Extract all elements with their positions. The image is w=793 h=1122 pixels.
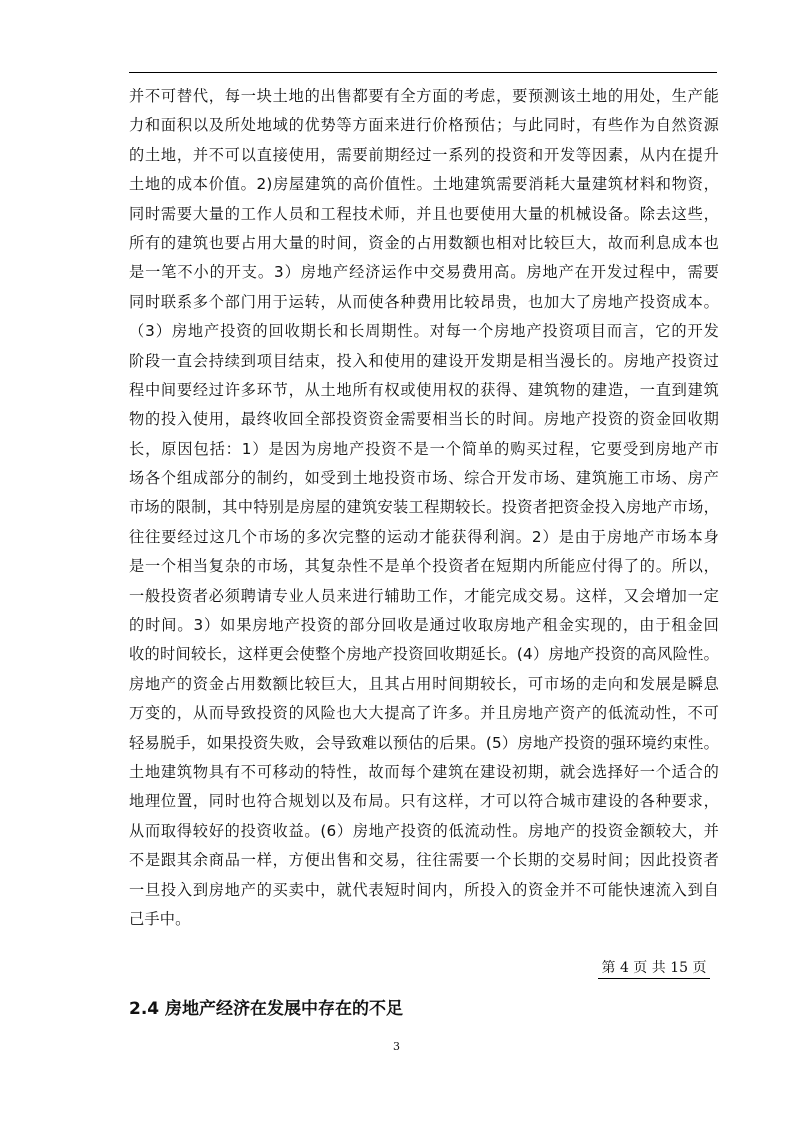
body-line: 阶段一直会持续到项目结束，投入和使用的建设开发期是相当漫长的。房地产投资过 (129, 351, 719, 370)
section-heading: 2.4 房地产经济在发展中存在的不足 (129, 999, 404, 1019)
body-line: 不是跟其余商品一样，方便出售和交易，往往需要一个长期的交易时间；因此投资者 (129, 851, 719, 870)
body-line: 长，原因包括：1）是因为房地产投资不是一个简单的购买过程，它要受到房地产市 (129, 439, 719, 458)
body-line: 程中间要经过许多环节，从土地所有权或使用权的获得、建筑物的建造，一直到建筑 (129, 380, 719, 399)
body-line: 是一笔不小的开支。3）房地产经济运作中交易费用高。房地产在开发过程中，需要 (129, 263, 719, 282)
page-number: 3 (393, 1040, 400, 1053)
body-line: 所有的建筑也要占用大量的时间，资金的占用数额也相对比较巨大，故而利息成本也 (129, 233, 719, 252)
body-line: 力和面积以及所处地域的优势等方面来进行价格预估；与此同时，有些作为自然资源 (129, 116, 719, 135)
body-line: 物的投入使用，最终收回全部投资资金需要相当长的时间。房地产投资的资金回收期 (129, 410, 719, 429)
body-line: 同时联系多个部门用于运转，从而使各种费用比较昂贵，也加大了房地产投资成本。 (129, 292, 719, 311)
header-rule (129, 72, 717, 73)
body-line: 同时需要大量的工作人员和工程技术师，并且也要使用大量的机械设备。除去这些， (129, 204, 719, 223)
body-line: 土地的成本价值。2)房屋建筑的高价值性。土地建筑需要消耗大量建筑材料和物资， (129, 175, 719, 194)
body-text (129, 82, 719, 934)
body-line: （3）房地产投资的回收期长和长周期性。对每一个房地产投资项目而言，它的开发 (129, 322, 719, 341)
body-line: 从而取得较好的投资收益。(6）房地产投资的低流动性。房地产的投资金额较大，并 (129, 821, 719, 840)
body-line: 市场的限制，其中特别是房屋的建筑安装工程期较长。投资者把资金投入房地产市场， (129, 498, 719, 517)
body-line: 场各个组成部分的制约，如受到土地投资市场、综合开发市场、建筑施工市场、房产 (129, 469, 719, 488)
page-counter: 第 4 页 共 15 页 (598, 958, 710, 979)
body-line: 房地产的资金占用数额比较巨大，且其占用时间期较长，可市场的走向和发展是瞬息 (129, 674, 719, 693)
body-line: 的时间。3）如果房地产投资的部分回收是通过收取房地产租金实现的，由于租金回 (129, 616, 719, 635)
body-line: 往往要经过这几个市场的多次完整的运动才能获得利润。2）是由于房地产市场本身 (129, 527, 719, 546)
body-line: 收的时间较长，这样更会使整个房地产投资回收期延长。(4）房地产投资的高风险性。 (129, 645, 719, 664)
body-line: 地理位置，同时也符合规划以及布局。只有这样，才可以符合城市建设的各种要求， (129, 792, 719, 811)
body-line: 并不可替代，每一块土地的出售都要有全方面的考虑，要预测该土地的用处，生产能 (129, 87, 719, 105)
body-line: 一般投资者必须聘请专业人员来进行辅助工作，才能完成交易。这样，又会增加一定 (129, 586, 719, 605)
body-line: 万变的，从而导致投资的风险也大大提高了许多。并且房地产资产的低流动性，不可 (129, 704, 719, 723)
body-line: 的土地，并不可以直接使用，需要前期经过一系列的投资和开发等因素，从内在提升 (129, 145, 719, 164)
body-line: 一旦投入到房地产的买卖中，就代表短时间内，所投入的资金并不可能快速流入到自 (129, 880, 719, 899)
body-line: 是一个相当复杂的市场，其复杂性不是单个投资者在短期内所能应付得了的。所以， (129, 557, 719, 576)
body-line: 土地建筑物具有不可移动的特性，故而每个建筑在建设初期，就会选择好一个适合的 (129, 762, 719, 781)
body-line: 己手中。 (129, 909, 191, 928)
body-line: 轻易脱手，如果投资失败，会导致难以预估的后果。(5）房地产投资的强环境约束性。 (129, 733, 719, 752)
